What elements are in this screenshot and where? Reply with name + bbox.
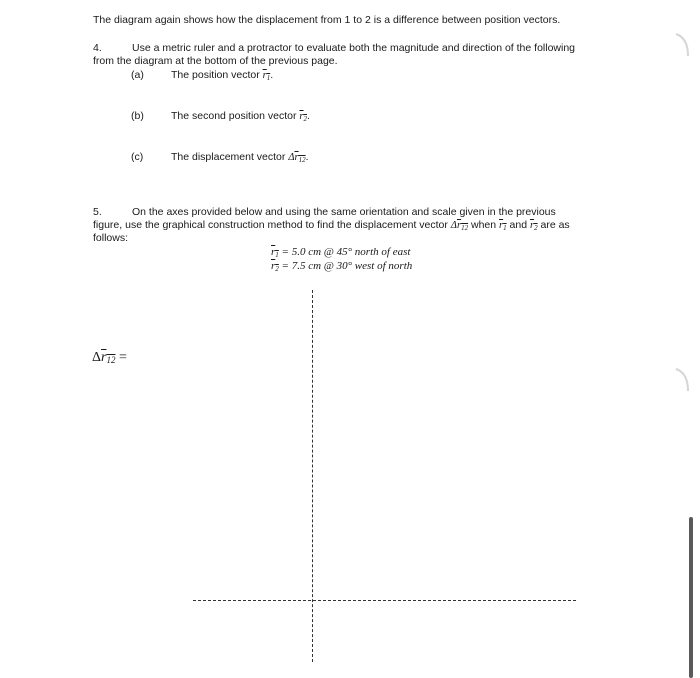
q4-text-line1: Use a metric ruler and a protractor to evaluate both the magnitude and direction of the following: [132, 42, 576, 54]
equation-r1: $r_1 = 5.0$ cm @ 45° north of east: [271, 246, 411, 259]
q4a-label: (a): [131, 69, 144, 81]
intro-text: The diagram again shows how the displacement from 1 to 2 is a difference between position vectors.: [93, 14, 561, 26]
r1-inline: $r_1$: [499, 220, 507, 232]
q4c-label: (c): [131, 151, 144, 163]
y-axis: [312, 290, 313, 662]
r1-vector: $r_1$: [262, 70, 271, 82]
delta-r12-vector: $\Delta r_{12}$: [288, 152, 306, 164]
page-curl-icon: [672, 30, 692, 60]
q4c-text: The displacement vector: [171, 151, 286, 163]
q5-text-line3: follows:: [93, 232, 129, 244]
r2-inline: $r_2$: [529, 220, 538, 232]
q4-number: 4.: [93, 42, 102, 54]
q4b-label: (b): [131, 110, 144, 122]
equation-r2: $r_2 = 7.5$ cm @ 30° west of north: [271, 260, 413, 273]
q5-number: 5.: [93, 206, 102, 218]
delta-r12-answer-label: $\Delta r_{12}$ =: [92, 350, 127, 365]
q4a-item: The position vector $r_1$.: [171, 69, 274, 82]
q4b-text: The second position vector: [171, 110, 297, 122]
q4a-text: The position vector: [171, 69, 260, 81]
x-axis: [193, 600, 576, 601]
q5-text-line1: On the axes provided below and using the same orientation and scale given in the previous: [132, 206, 556, 218]
r2-vector: $r_2$: [299, 111, 308, 123]
q4-text-line2: from the diagram at the bottom of the previous page.: [93, 55, 338, 67]
delta-r12-inline: $\Delta r_{12}$: [450, 220, 469, 232]
page-curl-icon: [672, 365, 692, 395]
q5-text-line2: figure, use the graphical construction method to find the displacement vector $\Delta r_{12}$ when $r_1$ and $r_2$ are as: [93, 219, 570, 232]
q4b-item: The second position vector $r_2$.: [171, 110, 310, 123]
scrollbar[interactable]: [689, 517, 693, 678]
q4c-item: The displacement vector $\Delta r_{12}$.: [171, 151, 309, 164]
